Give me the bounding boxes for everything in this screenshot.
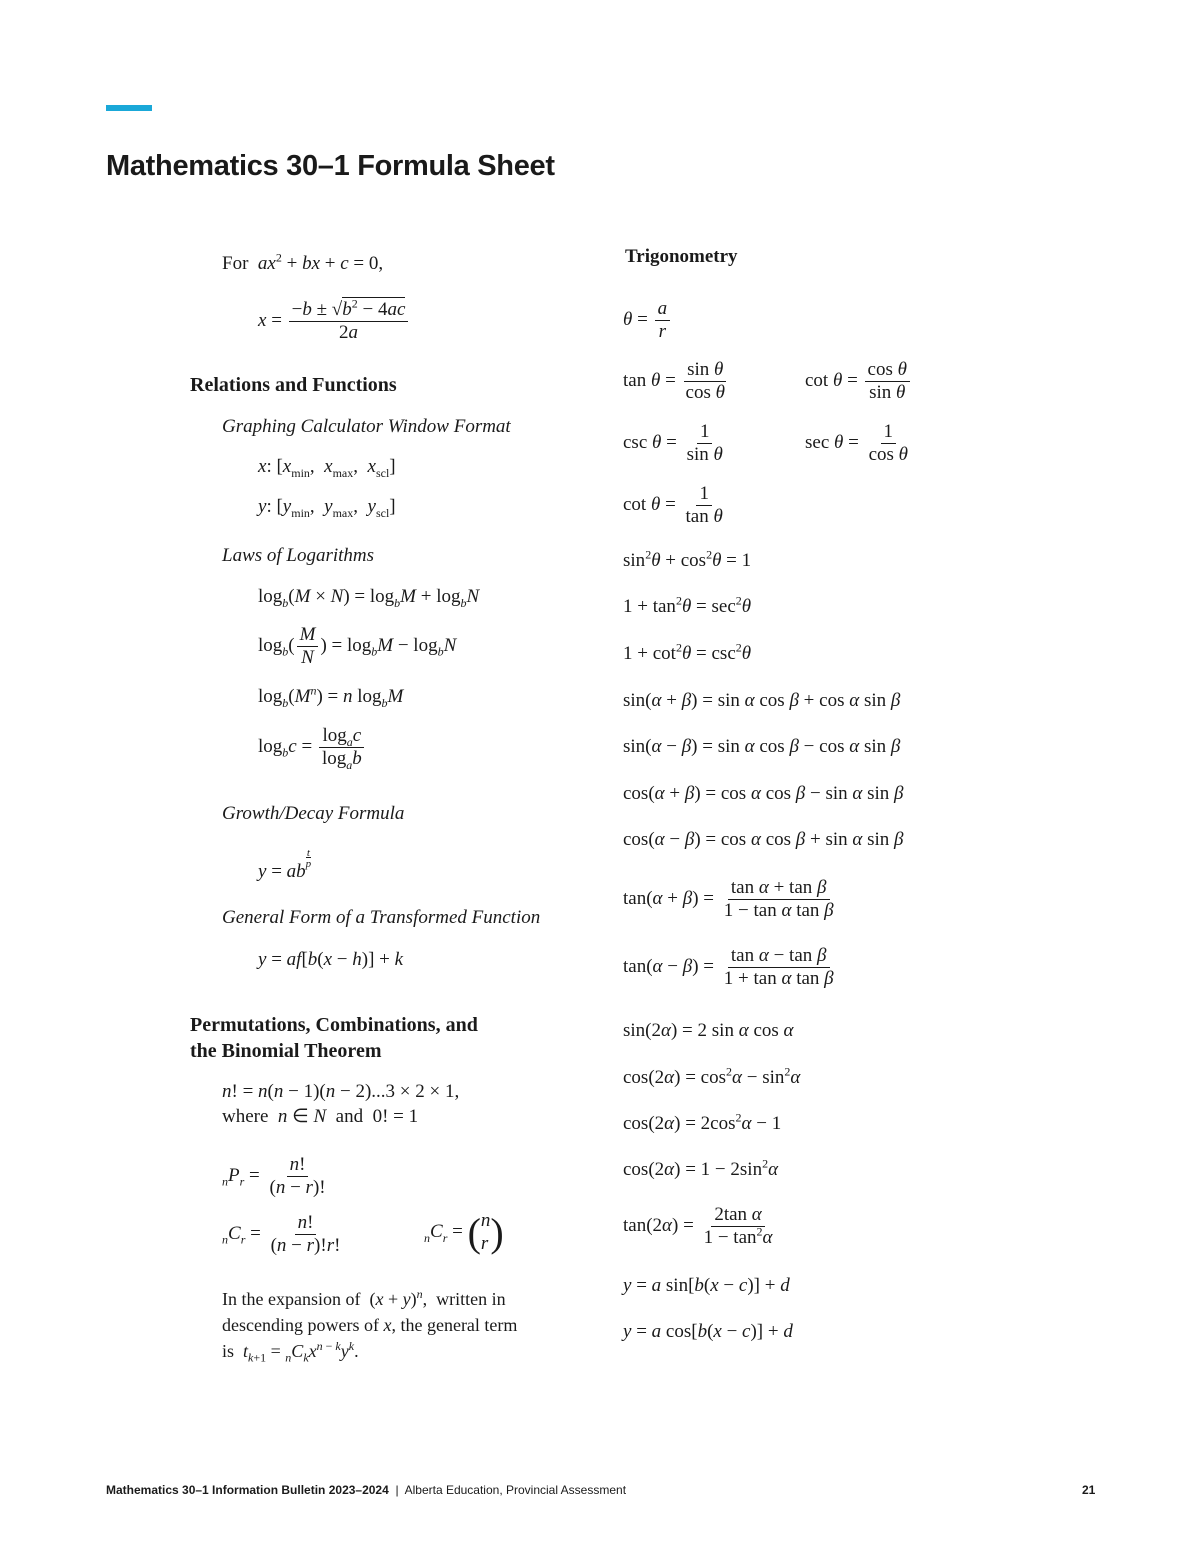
log-power-rule: $\log_b(M^n) = n$ $\log_bM$ bbox=[258, 683, 404, 710]
quadratic-equation: For $ax^2$ + bx + c = 0, bbox=[222, 250, 384, 274]
trig-sec-identity: sec θ = $\frac{1}{\text{cos θ}}$ bbox=[805, 421, 908, 465]
binomial-term-line1: In the expansion of $(x + y)^n$, written in bbox=[222, 1287, 506, 1309]
growth-decay-formula: $y = ab\frac{t}{p}$ bbox=[258, 847, 312, 882]
accent-bar bbox=[106, 105, 152, 111]
permutation-formula: $_nP_r$ = $\frac{n!}{(n - r)!}$ bbox=[222, 1154, 326, 1198]
trig-cot-identity: cot θ = $\frac{\text{cos θ}}{\text{sin θ}}$ bbox=[805, 360, 912, 403]
window-format-y: y: [$y_{min}$, $y_{max}$, $y_{scl}$] bbox=[258, 496, 396, 520]
binomial-term-line3: is $t_{k+1} = _nC_kx^{n - k}y^k$. bbox=[222, 1339, 359, 1365]
log-product-rule: $\log_b(M \times N) = \log_bM + \log_bN$ bbox=[258, 586, 480, 610]
log-change-of-base: $\log_bc$ = $\frac{\log_ac}{\log_ab}$ bbox=[258, 726, 367, 769]
transformed-function-formula: y = af[b(x − h)] + k bbox=[258, 949, 404, 970]
transformed-function-heading: General Form of a Transformed Function bbox=[222, 907, 541, 928]
trigonometry-heading: Trigonometry bbox=[625, 246, 738, 267]
factorial-condition: where n ∈ N and 0! = 1 bbox=[222, 1106, 419, 1127]
trig-pythagorean-3: $1 + \cot^2\theta = \csc^2\theta$ bbox=[623, 640, 752, 664]
quadratic-solution: x = $\frac{-b \pm √b^2 - 4ac}{2a}$ bbox=[258, 300, 410, 343]
page-number: 21 bbox=[1082, 1483, 1096, 1497]
trig-cos-double-1: $\cos(2\alpha) = \cos^2\alpha - \sin^2\alpha$ bbox=[623, 1064, 801, 1088]
footer-organization: Alberta Education, Provincial Assessment bbox=[404, 1483, 627, 1497]
page-title: Mathematics 30–1 Formula Sheet bbox=[106, 150, 555, 182]
footer-separator: | bbox=[395, 1483, 399, 1497]
trig-tan-difference: tan(α − β) = $\frac{\text{tan α − tan β}}{\text{1 + tan α tan β}}$ bbox=[623, 945, 834, 989]
trig-sin-double: sin(2α) = 2 sin α cos α bbox=[623, 1020, 794, 1041]
trig-pythagorean-1: $\sin^2\theta + \cos^2\theta = 1$ bbox=[623, 547, 752, 571]
trig-sin-difference: sin(α − β) = sin α cos β − cos α sin β bbox=[623, 736, 901, 757]
window-format-heading: Graphing Calculator Window Format bbox=[222, 416, 511, 437]
trig-csc-identity: csc θ = $\frac{1}{\text{sin θ}}$ bbox=[623, 421, 723, 465]
permutations-heading: Permutations, Combinations, and the Binomial Theorem bbox=[190, 1014, 478, 1062]
trig-tan-identity: tan θ = $\frac{\text{sin θ}}{\text{cos θ}}$ bbox=[623, 359, 725, 403]
trig-sine-function: y = a sin[b(x − c)] + d bbox=[623, 1275, 790, 1296]
relations-heading: Relations and Functions bbox=[190, 374, 397, 396]
trig-tan-sum: tan(α + β) = $\frac{\text{tan α + tan β}}{\text{1 − tan α tan β}}$ bbox=[623, 877, 834, 921]
footer-bulletin-title: Mathematics 30–1 Information Bulletin 2023–2024 bbox=[106, 1483, 389, 1497]
trig-pythagorean-2: $1 + \tan^2\theta = \sec^2\theta$ bbox=[623, 593, 752, 617]
log-quotient-rule: $\log_b$( $\frac{M}{N}$ ) = $\log_bM - \log_bN$ bbox=[258, 624, 457, 668]
trig-tan-double: tan(2α) = $\frac{\text{2tan α}}{1 - \tan^2\alpha}$ bbox=[623, 1204, 773, 1248]
growth-decay-heading: Growth/Decay Formula bbox=[222, 803, 405, 824]
trig-sin-sum: sin(α + β) = sin α cos β + cos α sin β bbox=[623, 690, 901, 711]
log-laws-heading: Laws of Logarithms bbox=[222, 545, 375, 566]
binomial-term-line2: descending powers of x, the general term bbox=[222, 1315, 518, 1335]
trig-cot-reciprocal: cot θ = $\frac{1}{\text{tan θ}}$ bbox=[623, 483, 723, 527]
factorial-definition: n! = n(n − 1)(n − 2)...3 × 2 × 1, bbox=[222, 1081, 460, 1102]
trig-cosine-function: y = a cos[b(x − c)] + d bbox=[623, 1321, 793, 1342]
combination-formula: $_nC_r$ = $\frac{n!}{(n - r)!r!}$ bbox=[222, 1212, 341, 1256]
trig-cos-sum: cos(α + β) = cos α cos β − sin α sin β bbox=[623, 783, 904, 804]
window-format-x: x: [$x_{min}$, $x_{max}$, $x_{scl}$] bbox=[258, 456, 396, 480]
trig-cos-double-2: $\cos(2\alpha) = 2\cos^2\alpha - 1$ bbox=[623, 1110, 782, 1134]
trig-cos-difference: cos(α − β) = cos α cos β + sin α sin β bbox=[623, 829, 904, 850]
combination-binomial-notation: $_nC_r$ = ( n r ) bbox=[424, 1209, 504, 1255]
footer bbox=[106, 1483, 626, 1497]
trig-radian: θ = $\frac{a}{r}$ bbox=[623, 299, 672, 342]
trig-cos-double-3: $\cos(2\alpha) = 1 - 2\sin^2\alpha$ bbox=[623, 1156, 779, 1180]
